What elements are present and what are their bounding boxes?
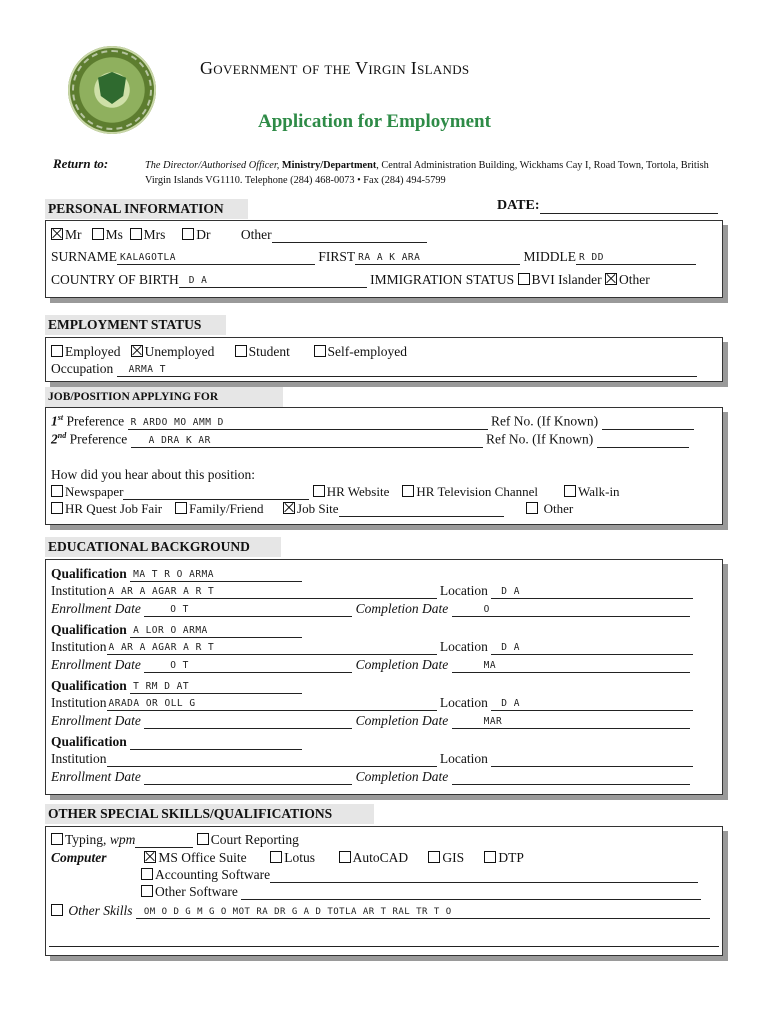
qualification-field[interactable]: A LOR O ARMA (130, 623, 302, 638)
qualification-field[interactable]: MA T R O ARMA (130, 567, 302, 582)
hear-about-label: How did you hear about this position: (51, 467, 255, 482)
completion-date-field[interactable]: MA (452, 658, 690, 673)
qualification-field[interactable] (130, 735, 302, 750)
student-checkbox[interactable] (235, 345, 247, 357)
accounting-software-field[interactable] (270, 868, 698, 883)
education-entry-4: Qualification (51, 734, 302, 750)
institution-field[interactable]: ARADA OR OLL G (107, 696, 437, 711)
location-field[interactable] (491, 752, 693, 767)
enrollment-date-field[interactable]: O T (144, 658, 352, 673)
country-of-birth-field[interactable]: D A (179, 273, 367, 288)
employed-checkbox[interactable] (51, 345, 63, 357)
location-field[interactable]: D A (491, 696, 693, 711)
return-label: Return to: (53, 156, 109, 171)
department-seal-logo (68, 46, 156, 134)
occupation-field[interactable]: ARMA T (117, 362, 697, 377)
employment-box: Employed Unemployed Student Self-employed Occupation ARMA T (45, 337, 723, 382)
dr-checkbox[interactable] (182, 228, 194, 240)
title-other-field[interactable] (272, 228, 427, 243)
personal-box: Mr Ms Mrs Dr Other SURNAME KALAGOTLA FIRST RA A K ARA MIDDLE R DD COUNTRY OF BIRTH D A IMMIGRATION STATUS BVI Islander Other (45, 220, 723, 298)
enrollment-date-field[interactable]: O T (144, 602, 352, 617)
gis-checkbox[interactable] (428, 851, 440, 863)
skills-heading: OTHER SPECIAL SKILLS/QUALIFICATIONS (45, 804, 374, 824)
other-software-checkbox[interactable] (141, 885, 153, 897)
education-entry-3: Qualification T RM D AT (51, 678, 302, 694)
date-field[interactable]: DATE: (497, 198, 718, 214)
enrollment-date-field[interactable] (144, 770, 352, 785)
education-entry-2: Qualification A LOR O ARMA (51, 622, 302, 638)
personal-heading: PERSONAL INFORMATION (45, 199, 248, 219)
qualification-field[interactable]: T RM D AT (130, 679, 302, 694)
job-box: 1st Preference R ARDO MO AMM D Ref No. (If Known) 2nd Preference A DRA K AR Ref No. (If Known) How did you hear about this position: Newspaper HR Website HR Television Channel Walk-in HR Quest Job Fair Family/Friend Job Site Other (45, 407, 723, 525)
accounting-software-checkbox[interactable] (141, 868, 153, 880)
immigration-other-checkbox[interactable] (605, 273, 617, 285)
typing-checkbox[interactable] (51, 833, 63, 845)
first-preference-field[interactable]: R ARDO MO AMM D (128, 415, 488, 430)
employment-heading: EMPLOYMENT STATUS (45, 315, 226, 335)
mr-checkbox[interactable] (51, 228, 63, 240)
mrs-checkbox[interactable] (130, 228, 142, 240)
job-heading: JOB/POSITION APPLYING FOR (45, 387, 283, 407)
hr-quest-checkbox[interactable] (51, 502, 63, 514)
dtp-checkbox[interactable] (484, 851, 496, 863)
institution-field[interactable]: A AR A AGAR A R T (107, 584, 437, 599)
ref-no-2-field[interactable] (597, 433, 689, 448)
education-entry-1: Qualification MA T R O ARMA (51, 566, 302, 582)
job-site-field[interactable] (339, 502, 504, 517)
hear-other-checkbox[interactable] (526, 502, 538, 514)
institution-field[interactable]: A AR A AGAR A R T (107, 640, 437, 655)
return-address: The Director/Authorised Officer, Ministry/Department, Central Administration Building, Wickhams Cay I, Road Town, Tortola, British Virgin Islands VG1110. Telephone (284) 468-0073 • Fax (284) 494-5799 (145, 160, 709, 186)
other-skills-line-2[interactable] (49, 946, 719, 947)
education-box: Qualification MA T R O ARMA Institution A AR A AGAR A R T Location D A Enrollment Date O T Completion Date O Qualification A LOR O ARMA Institution A AR A AGAR A R T Location D A Enrollment Date O T Completion Date MA Qualification T RM D AT Institution ARADA OR OLL G Location D A Enrollment Date Completion Date MAR Qualification Institution Location Enrollment Date Completion Date (45, 559, 723, 795)
skills-box: Typing, wpm Court Reporting Computer MS Office Suite Lotus AutoCAD GIS DTP Accounting Software Other Software Other Skills OM O D G M G O MOT RA DR G A D TOTLA AR T RAL TR T O (45, 826, 723, 956)
other-software-field[interactable] (241, 885, 701, 900)
other-skills-field[interactable]: OM O D G M G O MOT RA DR G A D TOTLA AR T RAL TR T O (136, 904, 710, 919)
ref-no-1-field[interactable] (602, 415, 694, 430)
gov-title: Government of the Virgin Islands (200, 58, 470, 78)
family-friend-checkbox[interactable] (175, 502, 187, 514)
surname-field[interactable]: KALAGOTLA (117, 250, 315, 265)
enrollment-date-field[interactable] (144, 714, 352, 729)
court-reporting-checkbox[interactable] (197, 833, 209, 845)
job-site-checkbox[interactable] (283, 502, 295, 514)
first-name-field[interactable]: RA A K ARA (355, 250, 520, 265)
wpm-field[interactable] (135, 833, 193, 848)
location-field[interactable]: D A (491, 584, 693, 599)
education-heading: EDUCATIONAL BACKGROUND (45, 537, 281, 557)
unemployed-checkbox[interactable] (131, 345, 143, 357)
institution-field[interactable] (107, 752, 437, 767)
second-preference-field[interactable]: A DRA K AR (131, 433, 483, 448)
walk-in-checkbox[interactable] (564, 485, 576, 497)
lotus-checkbox[interactable] (270, 851, 282, 863)
ms-checkbox[interactable] (92, 228, 104, 240)
completion-date-field[interactable]: MAR (452, 714, 690, 729)
autocad-checkbox[interactable] (339, 851, 351, 863)
bvi-islander-checkbox[interactable] (518, 273, 530, 285)
hr-tv-checkbox[interactable] (402, 485, 414, 497)
newspaper-checkbox[interactable] (51, 485, 63, 497)
newspaper-field[interactable] (123, 485, 309, 500)
other-skills-checkbox[interactable] (51, 904, 63, 916)
application-title: Application for Employment (258, 111, 491, 132)
ms-office-checkbox[interactable] (144, 851, 156, 863)
completion-date-field[interactable]: O (452, 602, 690, 617)
completion-date-field[interactable] (452, 770, 690, 785)
self-employed-checkbox[interactable] (314, 345, 326, 357)
middle-name-field[interactable]: R DD (576, 250, 696, 265)
hr-website-checkbox[interactable] (313, 485, 325, 497)
location-field[interactable]: D A (491, 640, 693, 655)
